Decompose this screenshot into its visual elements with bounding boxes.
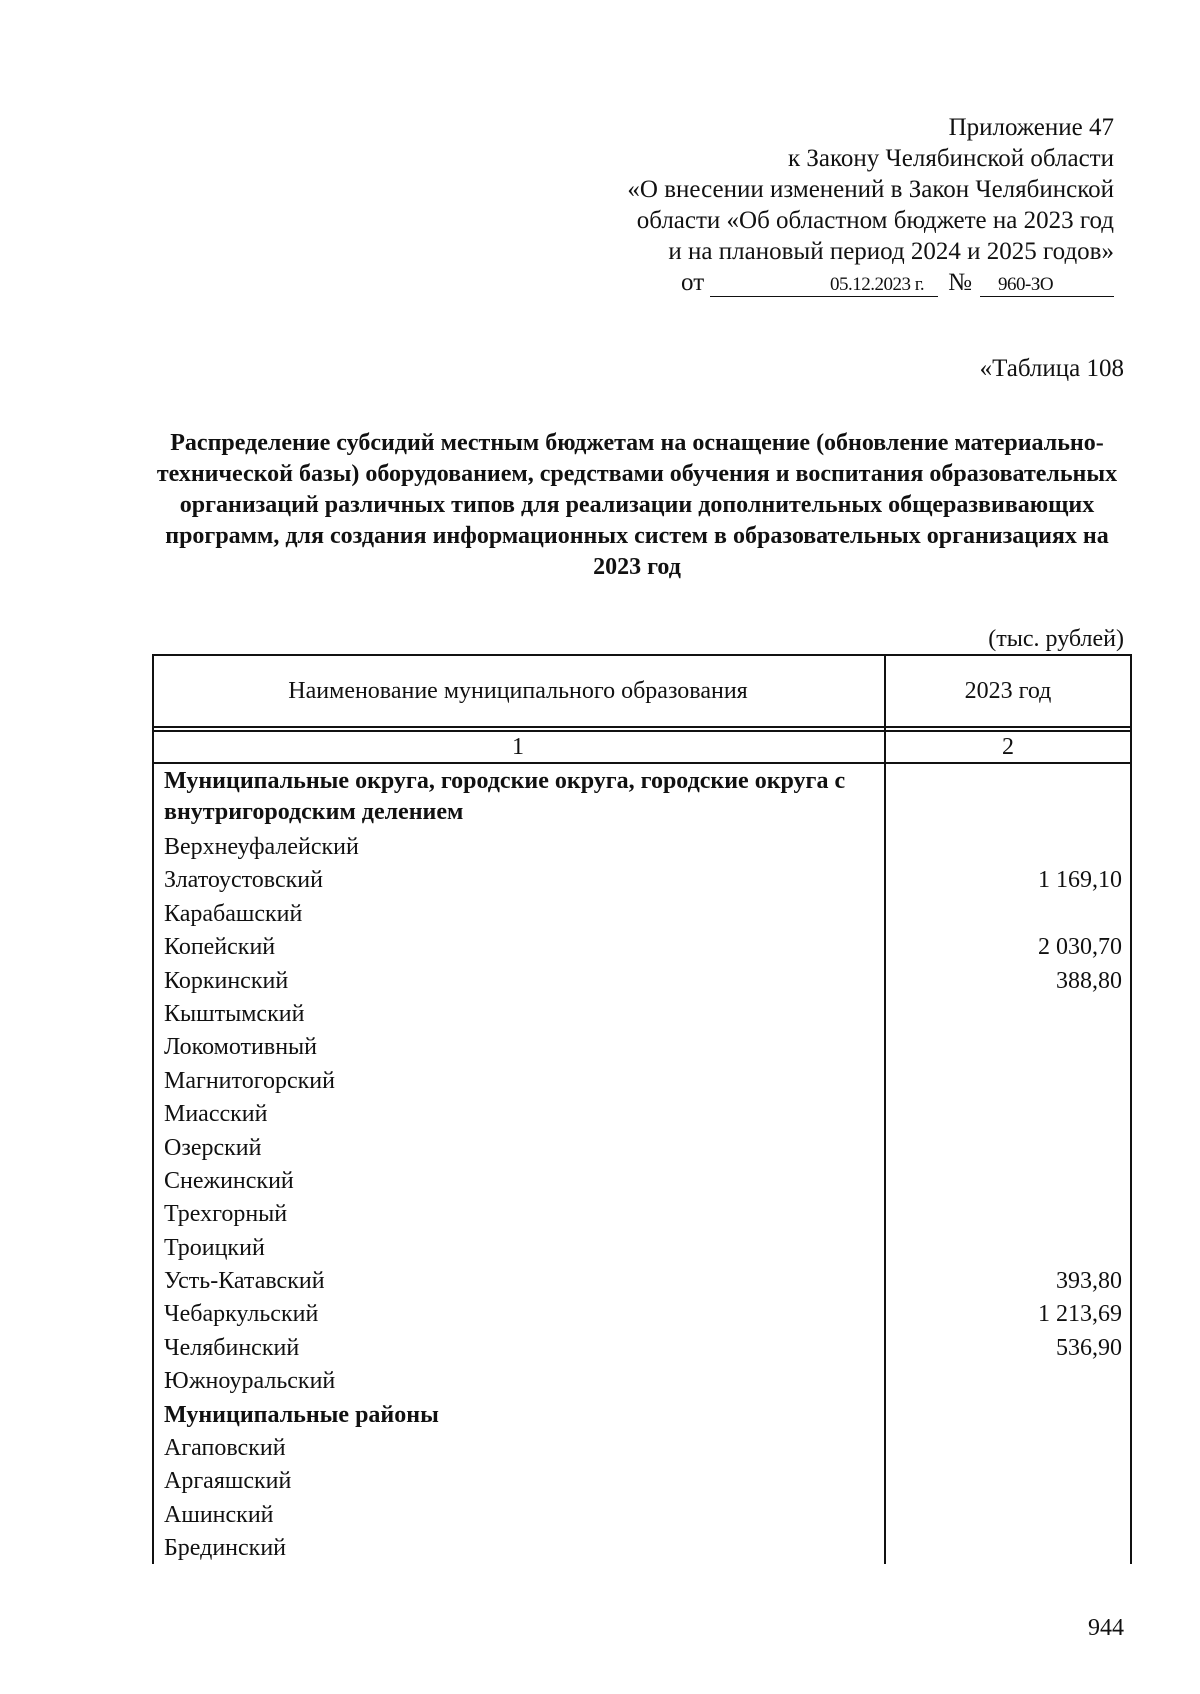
municipality-name: Чебаркульский [164, 1301, 319, 1328]
column-number-2: 2 [1002, 734, 1014, 760]
municipality-name: Карабашский [164, 900, 303, 927]
municipality-name: Златоустовский [164, 867, 323, 894]
appendix-line: и на плановый период 2024 и 2025 годов» [668, 238, 1114, 265]
page-number: 944 [1088, 1615, 1124, 1641]
table-reference: «Таблица 108 [979, 355, 1124, 382]
subsidy-value [892, 1031, 1122, 1064]
municipality-name: Усть-Катавский [164, 1268, 325, 1295]
table-row [164, 965, 1122, 998]
subsidy-value: 1 213,69 [1038, 1301, 1122, 1328]
municipality-name: Миасский [164, 1101, 268, 1128]
municipality-name: Коркинский [164, 967, 289, 994]
table-row [164, 1031, 1122, 1064]
municipality-name: Кыштымский [164, 1000, 305, 1027]
subsidy-table [152, 654, 1132, 1564]
section-heading: Муниципальные районы [164, 1401, 439, 1428]
table-row [164, 1165, 1122, 1198]
table-row [164, 1232, 1122, 1265]
subsidy-value: 2 030,70 [1038, 934, 1122, 961]
table-border-right [1130, 654, 1132, 1564]
law-number: 960-ЗО [980, 274, 1114, 297]
municipality-name: Магнитогорский [164, 1067, 335, 1094]
subsidy-value [892, 1165, 1122, 1198]
subsidy-value: 393,80 [1056, 1268, 1122, 1295]
table-row [164, 1198, 1122, 1231]
subsidy-value: 1 169,10 [1038, 867, 1122, 894]
subsidy-value [892, 1198, 1122, 1231]
table-row [164, 1132, 1122, 1165]
subsidy-value [892, 1499, 1122, 1532]
municipality-name: Троицкий [164, 1234, 265, 1261]
subsidy-value [892, 831, 1122, 864]
appendix-header [627, 112, 1114, 298]
column-number-1: 1 [512, 734, 524, 760]
municipality-name: Южноуральский [164, 1368, 336, 1395]
table-row [164, 998, 1122, 1031]
appendix-line: «О внесении изменений в Закон Челябинской [627, 176, 1114, 203]
table-row [164, 1365, 1122, 1398]
table-row [164, 831, 1122, 864]
municipality-name: Трехгорный [164, 1201, 288, 1228]
section-heading: Муниципальные округа, городские округа, городские округа с внутригородским делением [164, 768, 846, 825]
table-row [164, 1432, 1122, 1465]
document-title: Распределение субсидий местным бюджетам на оснащение (обновление материально-технической базы) оборудованием, средствами обучения и воспитания образовательных организаций различных типов для реализации дополнительных общеразвивающих программ, для создания информационных систем в образовательных организациях на 2023 год [156, 430, 1118, 580]
column-header-year: 2023 год [964, 677, 1052, 704]
table-border-left [152, 654, 154, 1564]
municipality-name: Снежинский [164, 1167, 294, 1194]
municipality-name: Агаповский [164, 1435, 286, 1462]
subsidy-value [892, 1532, 1122, 1565]
subsidy-value [892, 1098, 1122, 1131]
table-row [164, 1499, 1122, 1532]
column-header-name: Наименование муниципального образования [288, 677, 748, 704]
subsidy-value [892, 1132, 1122, 1165]
table-row [164, 1465, 1122, 1498]
municipality-name: Челябинский [164, 1334, 300, 1361]
subsidy-value [892, 898, 1122, 931]
section-heading-row [164, 1399, 1122, 1432]
subsidy-value [892, 1432, 1122, 1465]
law-date: 05.12.2023 г. [710, 274, 938, 297]
table-row [164, 1065, 1122, 1098]
appendix-line: области «Об областном бюджете на 2023 год [636, 207, 1114, 234]
number-label: № [948, 269, 972, 296]
units-label: (тыс. рублей) [988, 626, 1124, 652]
table-row [164, 864, 1122, 897]
municipality-name: Верхнеуфалейский [164, 834, 359, 860]
subsidy-value: 388,80 [1056, 967, 1122, 994]
subsidy-value [892, 1365, 1122, 1398]
table-numbers-divider [152, 762, 1132, 764]
municipality-name: Локомотивный [164, 1034, 318, 1061]
table-row [164, 1098, 1122, 1131]
municipality-name: Аргаяшский [164, 1468, 292, 1495]
municipality-name: Брединский [164, 1535, 287, 1562]
empty-value [892, 1399, 1122, 1432]
date-line [627, 267, 1114, 298]
from-label: от [681, 269, 705, 296]
subsidy-value [892, 998, 1122, 1031]
subsidy-value [892, 1465, 1122, 1498]
table-row [164, 931, 1122, 964]
subsidy-value [892, 1065, 1122, 1098]
table-row [164, 1332, 1122, 1365]
subsidy-value [892, 1232, 1122, 1265]
municipality-name: Копейский [164, 934, 276, 961]
municipality-name: Озерский [164, 1134, 262, 1161]
table-row [164, 1532, 1122, 1565]
table-row [164, 1298, 1122, 1331]
municipality-name: Ашинский [164, 1501, 274, 1528]
appendix-line: Приложение 47 [948, 114, 1114, 141]
table-row [164, 898, 1122, 931]
table-body [164, 766, 1122, 1566]
table-row [164, 1265, 1122, 1298]
table-header-divider [152, 726, 1132, 728]
subsidy-value: 536,90 [1056, 1334, 1122, 1361]
appendix-line: к Закону Челябинской области [788, 145, 1114, 172]
